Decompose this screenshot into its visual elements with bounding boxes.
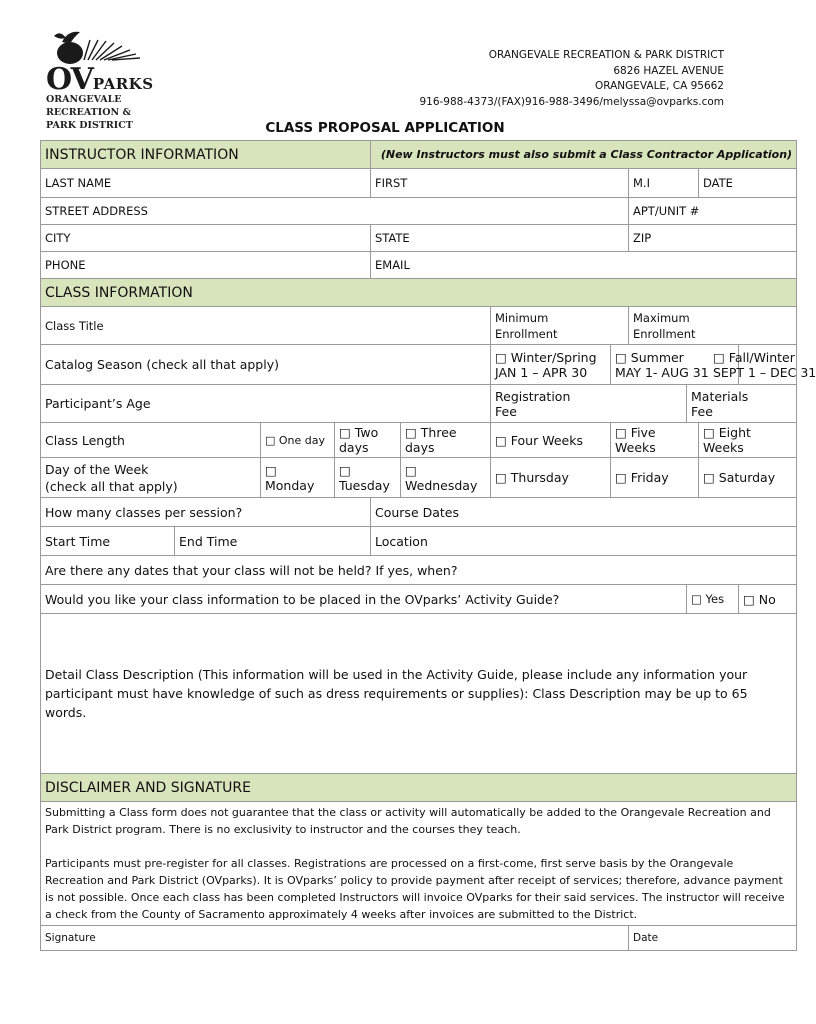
four-weeks-checkbox[interactable]: □ Four Weeks [491,423,611,458]
three-days-checkbox[interactable]: □ Three days [401,423,491,458]
thursday-checkbox[interactable]: □ Thursday [491,458,611,498]
class-length-label: Class Length [41,423,261,458]
page-title: CLASS PROPOSAL APPLICATION [265,120,505,136]
classes-per-session-field[interactable]: How many classes per session? [41,498,371,527]
disclaimer-text [41,802,797,926]
activity-guide-no-checkbox[interactable]: □ No [739,585,797,614]
dates-not-held-field[interactable]: Are there any dates that your class will not be held? If yes, when? [41,556,797,585]
logo-brand-text: OVPARKS [46,62,154,97]
disclaimer-paragraph-2: Participants must pre-register for all classes. Registrations are processed on a first-come, first serve basis by the Orangevale Recreation and Park District (OVparks). It is OVparks’ policy to provide payment after receipt of services; therefore, advance payment is not possible. Once each class has been completed Instructors will invoice OVparks for their said services. The instructor will receive a check from the County of Sacramento approximately 4 weeks after invoices are submitted to the District. [45,857,785,921]
disclaimer-heading: DISCLAIMER AND SIGNATURE [41,774,797,802]
max-enroll-label-2: Enrollment [633,326,696,341]
min-enroll-label-2: Enrollment [495,326,558,341]
wednesday-checkbox[interactable]: □ Wednesday [401,458,491,498]
one-day-checkbox[interactable]: □ One day [261,423,335,458]
monday-checkbox[interactable]: □ Monday [261,458,335,498]
reg-fee-label-1: Registration [495,388,571,404]
city-field[interactable]: CITY [41,225,371,252]
five-weeks-checkbox[interactable]: □ Five Weeks [611,423,699,458]
state-field[interactable]: STATE [371,225,629,252]
instructor-note: (New Instructors must also submit a Class Contractor Application) [371,141,797,169]
district-address-block [419,48,724,110]
activity-guide-yes-checkbox[interactable]: □ Yes [687,585,739,614]
address-line-1: ORANGEVALE RECREATION & PARK DISTRICT [488,49,724,61]
apt-unit-field[interactable]: APT/UNIT # [629,198,797,225]
saturday-checkbox[interactable]: □ Saturday [699,458,797,498]
street-address-field[interactable]: STREET ADDRESS [41,198,629,225]
instructor-heading: INSTRUCTOR INFORMATION [41,141,371,169]
minimum-enrollment-field[interactable] [491,307,629,345]
date-field[interactable]: DATE [699,169,797,198]
maximum-enrollment-field[interactable] [629,307,797,345]
start-time-field[interactable]: Start Time [41,527,175,556]
summer-dates: MAY 1- AUG 31 [615,364,709,380]
materials-fee-label-2: Fee [691,403,713,419]
catalog-season-label: Catalog Season (check all that apply) [41,345,491,385]
ovparks-logo [40,26,152,132]
materials-fee-label-1: Materials [691,388,749,404]
phone-field[interactable]: PHONE [41,252,371,279]
activity-guide-question: Would you like your class information to be placed in the OVparks’ Activity Guide? [41,585,687,614]
course-dates-field[interactable]: Course Dates [371,498,797,527]
participant-age-field[interactable]: Participant’s Age [41,385,491,423]
summer-label: □ Summer [615,349,684,365]
fall-winter-checkbox[interactable] [713,345,816,385]
orange-tree-icon [40,26,152,66]
day-of-week-label [41,458,261,498]
logo-line-orangevale: ORANGEVALE [46,94,122,105]
location-field[interactable]: Location [371,527,797,556]
class-heading: CLASS INFORMATION [41,279,797,307]
logo-line-park-district: PARK DISTRICT [46,120,133,131]
fall-winter-label: □ Fall/Winter [713,349,795,365]
materials-fee-field[interactable] [687,385,797,423]
fall-winter-dates: SEPT 1 – DEC 31 [713,364,816,380]
winter-spring-checkbox[interactable] [491,345,611,385]
last-name-field[interactable]: LAST NAME [41,169,371,198]
class-title-field[interactable]: Class Title [41,307,491,345]
end-time-field[interactable]: End Time [175,527,371,556]
registration-fee-field[interactable] [491,385,687,423]
eight-weeks-checkbox[interactable]: □ Eight Weeks [699,423,797,458]
day-of-week-line-1: Day of the Week [45,461,149,477]
address-line-2: 6826 HAZEL AVENUE [613,64,724,77]
reg-fee-label-2: Fee [495,403,517,419]
two-days-checkbox[interactable]: □ Two days [335,423,401,458]
min-enroll-label-1: Minimum [495,310,549,325]
class-section-header [41,279,797,307]
friday-checkbox[interactable]: □ Friday [611,458,699,498]
day-of-week-line-2: (check all that apply) [45,478,178,494]
winter-spring-label: □ Winter/Spring [495,349,597,365]
max-enroll-label-1: Maximum [633,310,690,325]
email-field[interactable]: EMAIL [371,252,797,279]
disclaimer-paragraph-1: Submitting a Class form does not guarantee that the class or activity will automatically be added to the Orangevale Recreation and Park District program. There is no exclusivity to instructor and the courses they teach. [45,806,771,836]
instructor-section-header [41,141,797,169]
zip-field[interactable]: ZIP [629,225,797,252]
winter-spring-dates: JAN 1 – APR 30 [495,364,588,380]
middle-initial-field[interactable]: M.I [629,169,699,198]
first-name-field[interactable]: FIRST [371,169,629,198]
class-proposal-form [40,140,816,951]
signature-date-field[interactable]: Date [629,926,797,951]
logo-line-recreation: RECREATION & [46,107,132,118]
class-description-field[interactable]: Detail Class Description (This information will be used in the Activity Guide, please include any information your participant must have knowledge of such as dress requirements or supplies): Class Description may be up to 65 words. [41,614,797,774]
address-line-4: 916-988-4373/(FAX)916-988-3496/melyssa@ovparks.com [419,95,724,108]
signature-field[interactable]: Signature [41,926,629,951]
address-line-3: ORANGEVALE, CA 95662 [594,80,724,92]
disclaimer-section-header [41,774,797,802]
tuesday-checkbox[interactable]: □ Tuesday [335,458,401,498]
